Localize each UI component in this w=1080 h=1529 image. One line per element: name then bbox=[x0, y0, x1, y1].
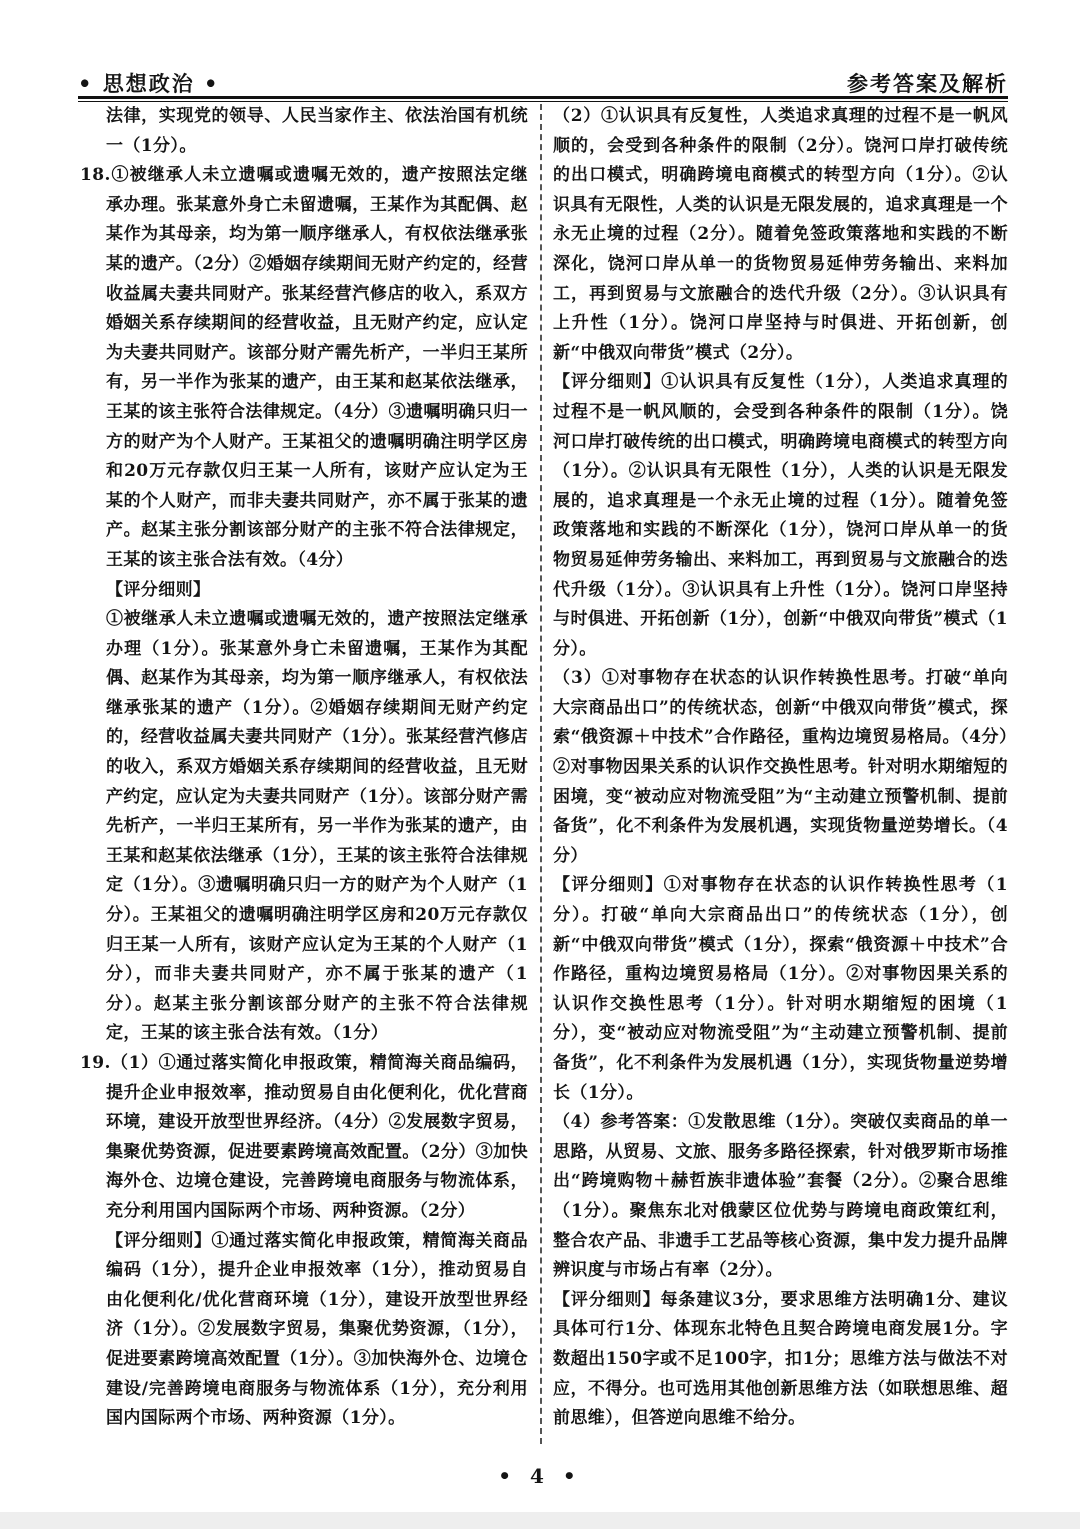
continued-paragraph: 法律，实现党的领导、人民当家作主、依法治国有机统一（1分）。 bbox=[106, 106, 528, 156]
header-rule bbox=[78, 96, 1008, 99]
page-header bbox=[78, 62, 1008, 98]
question-19-4-answer: （4）参考答案：①发散思维（1分）。突破仅卖商品的单一思路，从贸易、文旅、服务多路径探索，针对俄罗斯市场推出“跨境购物＋赫哲族非遗体验”套餐（2分）。②聚合思维（1分）。聚焦东北对俄蒙区位优势与跨境电商政策红利，整合农产品、非遗手工艺品等核心资源，集中发力提升品牌辨识度与市场占有率（2分）。 bbox=[553, 1112, 1008, 1281]
question-19-1-rubric: 【评分细则】①通过落实简化申报政策，精简海关商品编码（1分），提升企业申报效率（1分），推动贸易自由化便利化/优化营商环境（1分），建设开放型世界经济（1分）。②发展数字贸易，集聚优势资源，（1分），促进要素跨境高效配置（1分）。③加快海外仓、边境仓建设/完善跨境电商服务与物流体系（1分），充分利用国内国际两个市场、两种资源（1分）。 bbox=[106, 1230, 528, 1429]
question-19-2-rubric: 【评分细则】①认识具有反复性（1分），人类追求真理的过程不是一帆风顺的，会受到各种条件的限制（1分）。饶河口岸打破传统的出口模式，明确跨境电商模式的转型方向（1分）。②认识具有无限性（1分），人类的认识是无限发展的，追求真理是一个永无止境的过程（1分）。随着免签政策落地和实践的不断深化（1分），饶河口岸从单一的货物贸易延伸劳务输出、来料加工，再到贸易与文旅融合的迭代升级（1分）。③认识具有上升性（1分）。饶河口岸坚持与时俱进、开拓创新（1分），创新“中俄双向带货”模式（1分）。 bbox=[553, 372, 1008, 659]
bottom-band bbox=[0, 1512, 1080, 1529]
page-number: • 4 • bbox=[498, 1464, 582, 1488]
right-column bbox=[553, 102, 1008, 1442]
question-19-4-rubric: 【评分细则】每条建议3分，要求思维方法明确1分、建议具体可行1分、体现东北特色且契合跨境电商发展1分。字数超出150字或不足100字，扣1分；思维方法与做法不对应，不得分。也可选用其他创新思维方法（如联想思维、超前思维），但答逆向思维不给分。 bbox=[553, 1289, 1008, 1429]
question-19-1-answer: 19.（1）①通过落实简化申报政策，精简海关商品编码，提升企业申报效率，推动贸易自由化便利化，优化营商环境，建设开放型世界经济。（4分）②发展数字贸易，集聚优势资源，促进要素跨境高效配置。（2分）③加快海外仓、边境仓建设，完善跨境电商服务与物流体系，充分利用国内国际两个市场、两种资源。（2分） bbox=[80, 1053, 528, 1221]
question-19-3-answer: （3）①对事物存在状态的认识作转换性思考。打破“单向大宗商品出口”的传统状态，创新“中俄双向带货”模式，探索“俄资源＋中技术”合作路径，重构边境贸易格局。（4分）②对事物因果关系的认识作交换性思考。针对明水期缩短的困境，变“被动应对物流受阻”为“主动建立预警机制、提前备货”，化不利条件为发展机遇，实现货物量逆势增长。（4分） bbox=[553, 668, 1008, 866]
question-19-3-rubric: 【评分细则】①对事物存在状态的认识作转换性思考（1分）。打破“单向大宗商品出口”的传统状态（1分），创新“中俄双向带货”模式（1分），探索“俄资源＋中技术”合作路径，重构边境贸易格局（1分）。②对事物因果关系的认识作交换性思考（1分）。针对明水期缩短的困境（1分），变“被动应对物流受阻”为“主动建立预警机制、提前备货”，化不利条件为发展机遇（1分），实现货物量逆势增长（1分）。 bbox=[553, 875, 1008, 1103]
question-18-rubric: ①被继承人未立遗嘱或遗嘱无效的，遗产按照法定继承办理（1分）。张某意外身亡未留遗嘱，王某作为其配偶、赵某作为其母亲，均为第一顺序继承人，有权依法继承张某的遗产（1分）。②婚姻存续期间无财产约定的，经营收益属夫妻共同财产（1分）。张某经营汽修店的收入，系双方婚姻关系存续期间的经营收益，且无财产约定，应认定为夫妻共同财产（1分）。该部分财产需先析产，一半归王某所有，另一半作为张某的遗产，由王某和赵某依法继承（1分），王某的该主张符合法律规定（1分）。③遗嘱明确只归一方的财产为个人财产（1分）。王某祖父的遗嘱明确注明学区房和20万元存款仅归王某一人所有，该财产应认定为王某的个人财产（1分），而非夫妻共同财产，亦不属于张某的遗产（1分）。赵某主张分割该部分财产的主张不符合法律规定，王某的该主张合法有效。（1分） bbox=[106, 609, 528, 1044]
subject-title: • 思想政治 • bbox=[78, 71, 220, 96]
left-column bbox=[80, 102, 528, 1442]
question-19-2-answer: （2）①认识具有反复性，人类追求真理的过程不是一帆风顺的，会受到各种条件的限制（2分）。饶河口岸打破传统的出口模式，明确跨境电商模式的转型方向（1分）。②认识具有无限性，人类的认识是无限发展的，追求真理是一个永无止境的过程（2分）。随着免签政策落地和实践的不断深化，饶河口岸从单一的货物贸易延伸劳务输出、来料加工，再到贸易与文旅融合的迭代升级（2分）。③认识具有上升性（1分）。饶河口岸坚持与时俱进、开拓创新，创新“中俄双向带货”模式（2分）。 bbox=[553, 106, 1008, 363]
section-title: 参考答案及解析 bbox=[847, 71, 1008, 96]
question-18-rubric-title: 【评分细则】 bbox=[106, 579, 211, 600]
column-divider bbox=[540, 104, 542, 1444]
question-18-answer: 18.①被继承人未立遗嘱或遗嘱无效的，遗产按照法定继承办理。张某意外身亡未留遗嘱，王某作为其配偶、赵某作为其母亲，均为第一顺序继承人，有权依法继承张某的遗产。（2分）②婚姻存续期间无财产约定的，经营收益属夫妻共同财产。张某经营汽修店的收入，系双方婚姻关系存续期间的经营收益，且无财产约定，应认定为夫妻共同财产。该部分财产需先析产，一半归王某所有，另一半作为张某的遗产，由王某和赵某依法继承，王某的该主张符合法律规定。（4分）③遗嘱明确只归一方的财产为个人财产。王某祖父的遗嘱明确注明学区房和20万元存款仅归王某一人所有，该财产应认定为王某的个人财产，而非夫妻共同财产，亦不属于张某的遗产。赵某主张分割该部分财产的主张不符合法律规定，王某的该主张合法有效。（4分） bbox=[80, 165, 528, 570]
